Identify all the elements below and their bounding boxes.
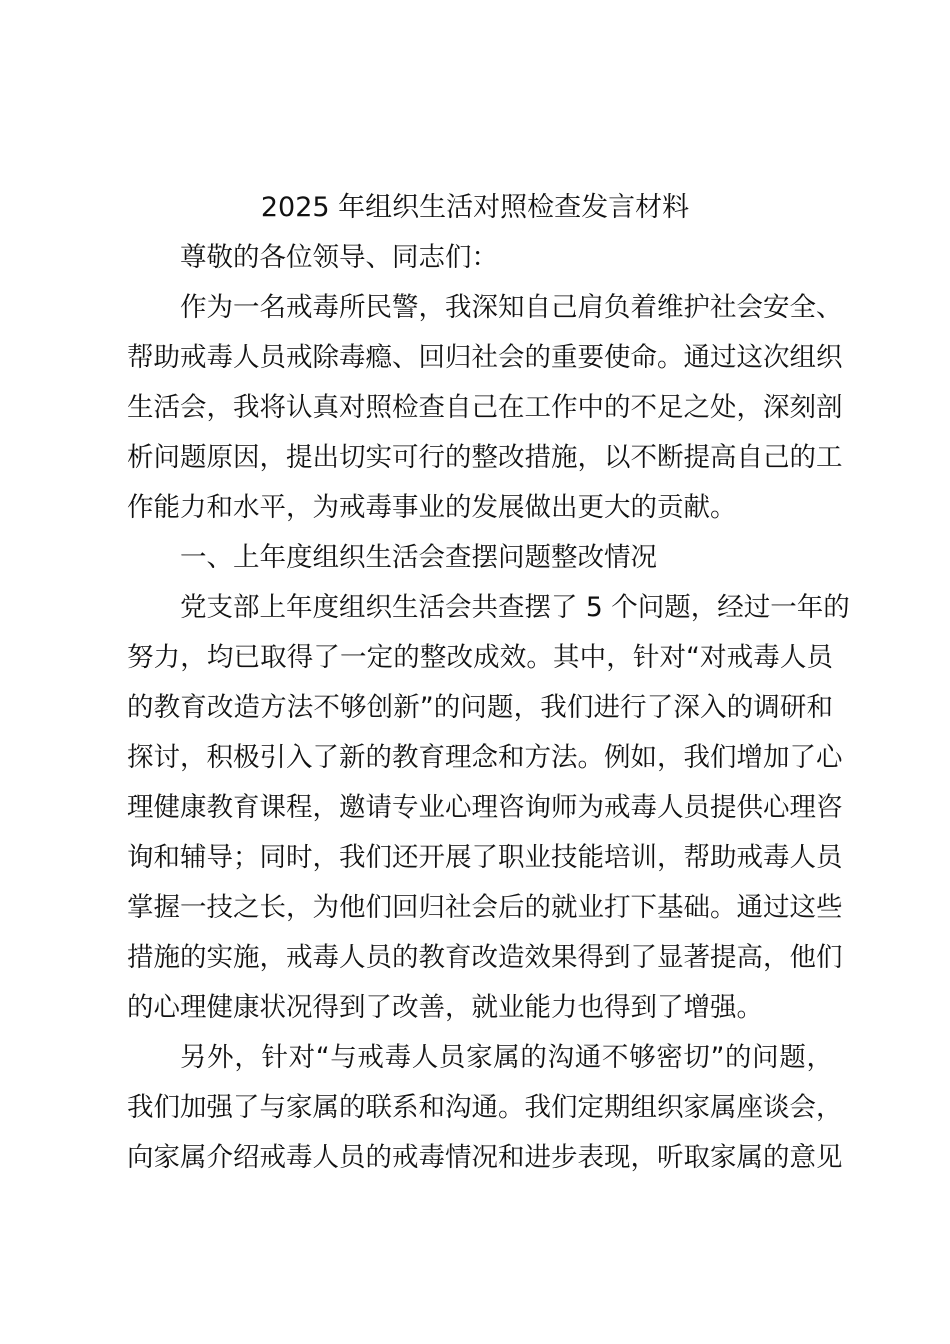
paragraph-2-line-7: 掌握一技之长，为他们回归社会后的就业打下基础。通过这些 <box>127 892 843 923</box>
salutation: 尊敬的各位领导、同志们： <box>180 242 498 273</box>
document-title: 2025 年组织生活对照检查发言材料 <box>260 192 690 223</box>
paragraph-2-line-9: 的心理健康状况得到了改善，就业能力也得到了增强。 <box>127 992 763 1023</box>
paragraph-2-line-1: 党支部上年度组织生活会共查摆了 5 个问题，经过一年的 <box>180 592 850 623</box>
paragraph-3-line-2: 我们加强了与家属的联系和沟通。我们定期组织家属座谈会， <box>127 1092 843 1123</box>
paragraph-3-line-3: 向家属介绍戒毒人员的戒毒情况和进步表现，听取家属的意见 <box>127 1142 843 1173</box>
paragraph-2-line-5: 理健康教育课程，邀请专业心理咨询师为戒毒人员提供心理咨 <box>127 792 843 823</box>
paragraph-2-line-4: 探讨，积极引入了新的教育理念和方法。例如，我们增加了心 <box>127 742 843 773</box>
section-1-heading: 一、上年度组织生活会查摆问题整改情况 <box>180 542 657 573</box>
paragraph-1-line-4: 析问题原因，提出切实可行的整改措施，以不断提高自己的工 <box>127 442 843 473</box>
paragraph-3-line-1: 另外，针对“与戒毒人员家属的沟通不够密切”的问题， <box>180 1042 833 1073</box>
paragraph-2-line-8: 措施的实施，戒毒人员的教育改造效果得到了显著提高，他们 <box>127 942 843 973</box>
paragraph-1-line-3: 生活会，我将认真对照检查自己在工作中的不足之处，深刻剖 <box>127 392 843 423</box>
paragraph-1-line-1: 作为一名戒毒所民警，我深知自己肩负着维护社会安全、 <box>180 292 843 323</box>
paragraph-2-line-6: 询和辅导；同时，我们还开展了职业技能培训，帮助戒毒人员 <box>127 842 843 873</box>
paragraph-1-line-5: 作能力和水平，为戒毒事业的发展做出更大的贡献。 <box>127 492 737 523</box>
paragraph-1-line-2: 帮助戒毒人员戒除毒瘾、回归社会的重要使命。通过这次组织 <box>127 342 843 373</box>
paragraph-2-line-3: 的教育改造方法不够创新”的问题，我们进行了深入的调研和 <box>127 692 833 723</box>
paragraph-2-line-2: 努力，均已取得了一定的整改成效。其中，针对“对戒毒人员 <box>127 642 833 673</box>
